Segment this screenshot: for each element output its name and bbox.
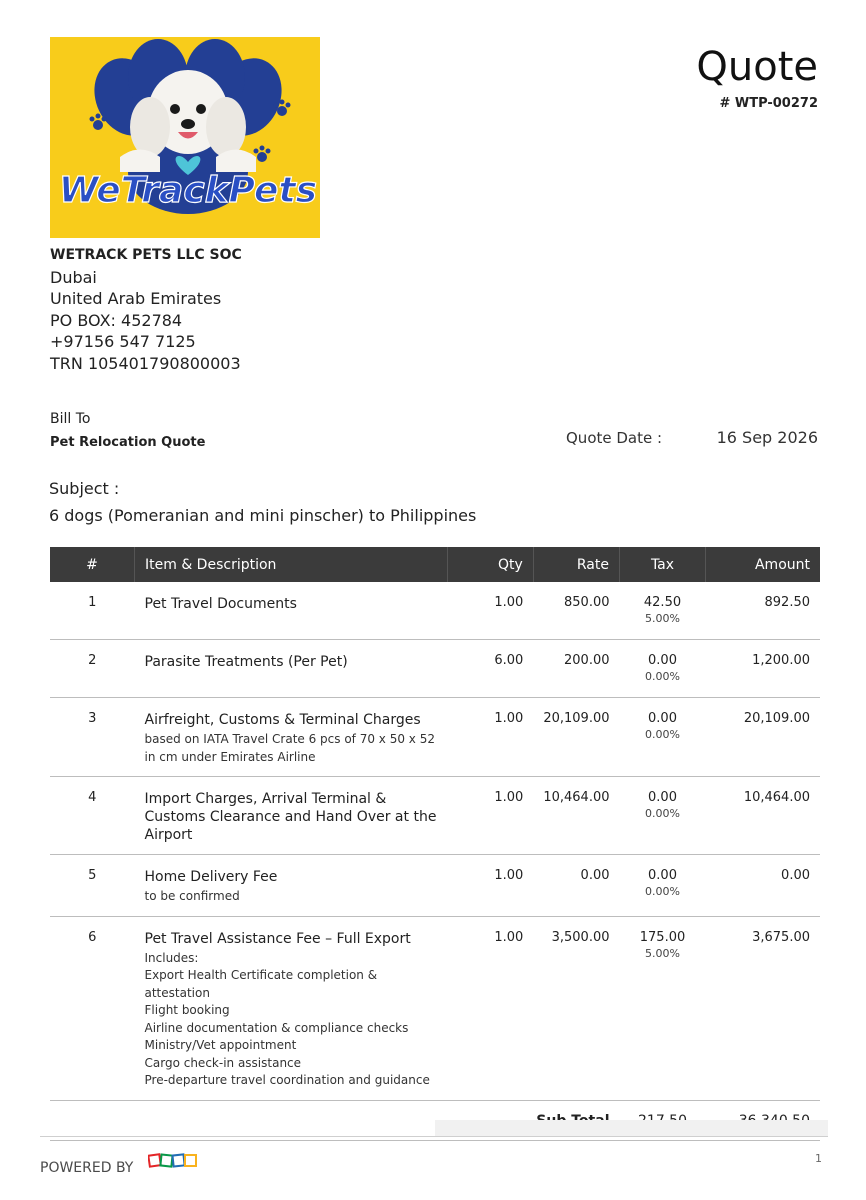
row-index: 2 — [50, 640, 135, 698]
company-name: WETRACK PETS LLC SOC — [50, 247, 242, 263]
header-index: # — [50, 547, 135, 582]
tax-percent: 0.00% — [645, 807, 680, 820]
qty-cell: 1.00 — [447, 916, 533, 1100]
header-tax: Tax — [620, 547, 706, 582]
qty-cell: 1.00 — [447, 582, 533, 640]
description-line: Cargo check-in assistance — [144, 1055, 302, 1070]
company-line: Dubai — [50, 267, 97, 287]
rate-cell: 850.00 — [533, 582, 619, 640]
qty-cell: 1.00 — [447, 855, 533, 917]
table-header-row — [50, 547, 820, 582]
company-line: TRN 105401790800003 — [50, 353, 241, 373]
tax-cell — [620, 640, 706, 698]
quote-date-value: 16 Sep 2026 — [716, 428, 818, 447]
table-row — [50, 698, 820, 777]
table-row — [50, 916, 820, 1100]
tax-amount: 0.00 — [648, 868, 677, 883]
tax-amount: 0.00 — [648, 653, 677, 668]
amount-cell: 1,200.00 — [706, 640, 821, 698]
description-line: Airline documentation & compliance checks — [144, 1020, 409, 1035]
item-name: Import Charges, Arrival Terminal & Customs Clearance and Hand Over at the Airport — [144, 791, 437, 843]
quote-number: # WTP-00272 — [719, 96, 818, 111]
amount-cell: 3,675.00 — [706, 916, 821, 1100]
amount-cell: 10,464.00 — [706, 777, 821, 855]
tax-cell — [620, 698, 706, 777]
rate-cell: 10,464.00 — [533, 777, 619, 855]
row-index: 6 — [50, 916, 135, 1100]
qty-cell: 1.00 — [447, 777, 533, 855]
bill-to-name: Pet Relocation Quote — [50, 435, 206, 450]
tax-amount: 0.00 — [648, 711, 677, 726]
description-line: Pre-departure travel coordination and guidance — [144, 1073, 430, 1087]
company-line: +97156 547 7125 — [50, 332, 196, 351]
powered-by-label: POWERED BY — [40, 1160, 134, 1176]
tax-cell — [620, 916, 706, 1100]
item-name: Pet Travel Assistance Fee – Full Export — [144, 930, 411, 947]
item-name: Pet Travel Documents — [144, 596, 297, 612]
item-cell — [135, 640, 448, 698]
item-cell — [135, 582, 448, 640]
header-rate: Rate — [533, 547, 619, 582]
zoho-logo-icon — [148, 1152, 198, 1178]
company-logo — [50, 37, 320, 238]
line-items-table — [50, 547, 820, 1141]
quote-date-label: Quote Date : — [566, 429, 663, 447]
tax-amount: 42.50 — [643, 595, 682, 610]
rate-cell: 200.00 — [533, 640, 619, 698]
subtotal-spacer — [135, 1100, 448, 1140]
amount-cell: 0.00 — [706, 855, 821, 917]
tax-percent: 5.00% — [645, 946, 680, 960]
item-cell — [135, 916, 448, 1100]
description-line: Ministry/Vet appointment — [144, 1038, 297, 1052]
item-description — [145, 950, 438, 1090]
subject-value: 6 dogs (Pomeranian and mini pinscher) to Philippines — [49, 506, 477, 525]
item-description: to be confirmed — [144, 889, 240, 903]
page-number: 1 — [815, 1152, 822, 1165]
header-item: Item & Description — [135, 547, 448, 582]
item-cell — [135, 777, 448, 855]
rate-cell: 3,500.00 — [533, 916, 619, 1100]
qty-cell: 1.00 — [447, 698, 533, 777]
item-description: based on IATA Travel Crate 6 pcs of 70 x 50 x 52 in cm under Emirates Airline — [144, 732, 435, 764]
row-index: 3 — [50, 698, 135, 777]
table-row — [50, 777, 820, 855]
row-index: 1 — [50, 582, 135, 640]
company-address-block — [50, 245, 242, 374]
amount-cell: 20,109.00 — [706, 698, 821, 777]
item-name: Airfreight, Customs & Terminal Charges — [144, 712, 421, 728]
document-title: Quote — [696, 44, 818, 90]
rate-cell: 0.00 — [533, 855, 619, 917]
tax-amount: 175.00 — [639, 929, 686, 945]
footer-divider — [40, 1136, 828, 1137]
tax-cell — [620, 855, 706, 917]
row-index: 4 — [50, 777, 135, 855]
tax-percent: 0.00% — [645, 728, 680, 741]
table-row — [50, 640, 820, 698]
subject-label: Subject : — [49, 479, 120, 498]
table-row — [50, 582, 820, 640]
item-name: Parasite Treatments (Per Pet) — [144, 654, 348, 670]
description-line: Flight booking — [144, 1003, 230, 1017]
header-amount: Amount — [706, 547, 821, 582]
table-row — [50, 855, 820, 917]
footer-band — [435, 1120, 828, 1136]
bill-to-label: Bill To — [50, 411, 91, 427]
tax-amount: 0.00 — [648, 790, 677, 805]
qty-cell: 6.00 — [447, 640, 533, 698]
company-line: PO BOX: 452784 — [50, 310, 183, 330]
row-index: 5 — [50, 855, 135, 917]
company-line: United Arab Emirates — [50, 289, 222, 308]
item-cell — [135, 698, 448, 777]
item-name: Home Delivery Fee — [144, 869, 278, 885]
tax-percent: 0.00% — [645, 670, 680, 683]
brand-text: WeTrackPets — [58, 170, 318, 211]
item-cell — [135, 855, 448, 917]
description-line: Export Health Certificate completion & attestation — [144, 968, 378, 1000]
rate-cell: 20,109.00 — [533, 698, 619, 777]
subtotal-spacer — [50, 1100, 135, 1140]
header-qty: Qty — [447, 547, 533, 582]
tax-percent: 0.00% — [645, 885, 680, 898]
description-line: Includes: — [144, 950, 199, 965]
tax-cell — [620, 777, 706, 855]
tax-percent: 5.00% — [645, 612, 680, 625]
amount-cell: 892.50 — [706, 582, 821, 640]
tax-cell — [620, 582, 706, 640]
